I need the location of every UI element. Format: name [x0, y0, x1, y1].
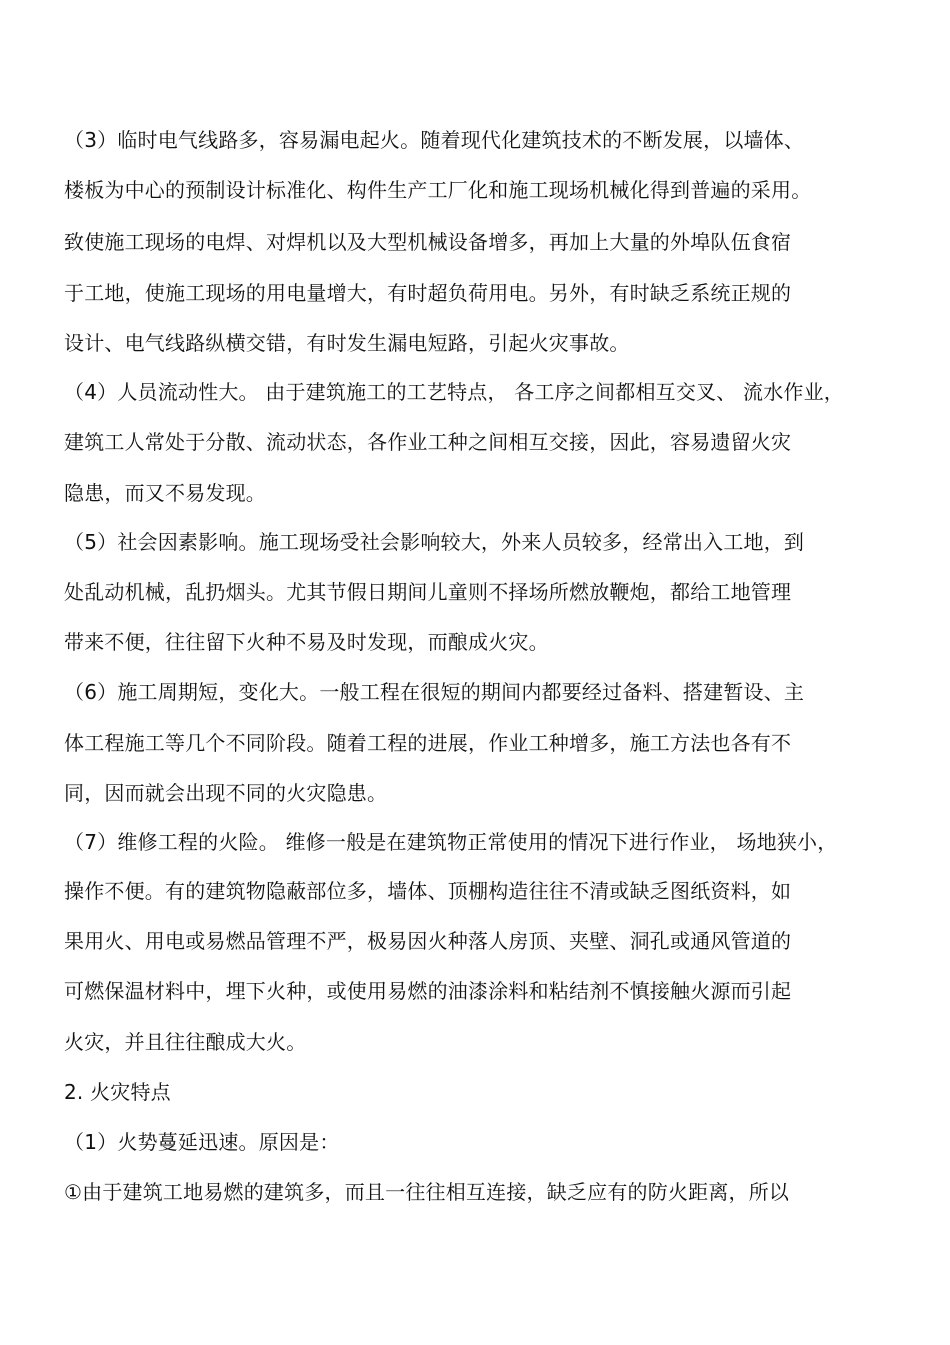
- paragraph-7-line-3: 果用火、用电或易燃品管理不严，极易因火种落人房顶、夹壁、洞孔或通风管道的: [64, 929, 792, 953]
- paragraph-5-line-1: （5）社会因素影响。施工现场受社会影响较大，外来人员较多，经常出入工地，到: [64, 530, 805, 554]
- paragraph-4-line-1: （4）人员流动性大。 由于建筑施工的工艺特点， 各工序之间都相互交叉、 流水作业，: [64, 380, 844, 404]
- paragraph-4-line-3: 隐患，而又不易发现。: [64, 481, 266, 505]
- paragraph-6-line-2: 体工程施工等几个不同阶段。随着工程的进展，作业工种增多，施工方法也各有不: [64, 731, 792, 755]
- paragraph-5-line-2: 处乱动机械，乱扔烟头。尤其节假日期间儿童则不择场所燃放鞭炮，都给工地管理: [64, 580, 792, 604]
- paragraph-5-line-3: 带来不便，往往留下火种不易及时发现，而酿成火灾。: [64, 630, 549, 654]
- paragraph-3-line-3: 致使施工现场的电焊、对焊机以及大型机械设备增多，再加上大量的外埠队伍食宿: [64, 230, 792, 254]
- subsection-1-item-1-line-1: ①由于建筑工地易燃的建筑多，而且一往往相互连接，缺乏应有的防火距离，所以: [64, 1180, 790, 1204]
- paragraph-7-line-2: 操作不便。有的建筑物隐蔽部位多，墙体、顶棚构造往往不清或缺乏图纸资料，如: [64, 879, 792, 903]
- section-heading-fire-characteristics: 2. 火灾特点: [64, 1080, 171, 1104]
- paragraph-7-line-1: （7）维修工程的火险。 维修一般是在建筑物正常使用的情况下进行作业， 场地狭小，: [64, 830, 838, 854]
- paragraph-7-line-4: 可燃保温材料中，埋下火种，或使用易燃的油漆涂料和粘结剂不慎接触火源而引起: [64, 979, 792, 1003]
- paragraph-6-line-1: （6）施工周期短，变化大。一般工程在很短的期间内都要经过备料、搭建暂设、主: [64, 680, 805, 704]
- paragraph-3-line-5: 设计、电气线路纵横交错，有时发生漏电短路，引起火灾事故。: [64, 331, 630, 355]
- paragraph-6-line-3: 同，因而就会出现不同的火灾隐患。: [64, 781, 388, 805]
- paragraph-3-line-4: 于工地，使施工现场的用电量增大，有时超负荷用电。另外，有时缺乏系统正规的: [64, 281, 792, 305]
- paragraph-7-line-5: 火灾，并且往往酿成大火。: [64, 1030, 307, 1054]
- paragraph-3-line-2: 楼板为中心的预制设计标准化、构件生产工厂化和施工现场机械化得到普遍的采用。: [64, 178, 812, 202]
- paragraph-4-line-2: 建筑工人常处于分散、流动状态，各作业工种之间相互交接，因此，容易遗留火灾: [64, 430, 792, 454]
- subsection-1-line-1: （1）火势蔓延迅速。原因是：: [64, 1130, 340, 1154]
- paragraph-3-line-1: （3）临时电气线路多，容易漏电起火。随着现代化建筑技术的不断发展，以墙体、: [64, 128, 805, 152]
